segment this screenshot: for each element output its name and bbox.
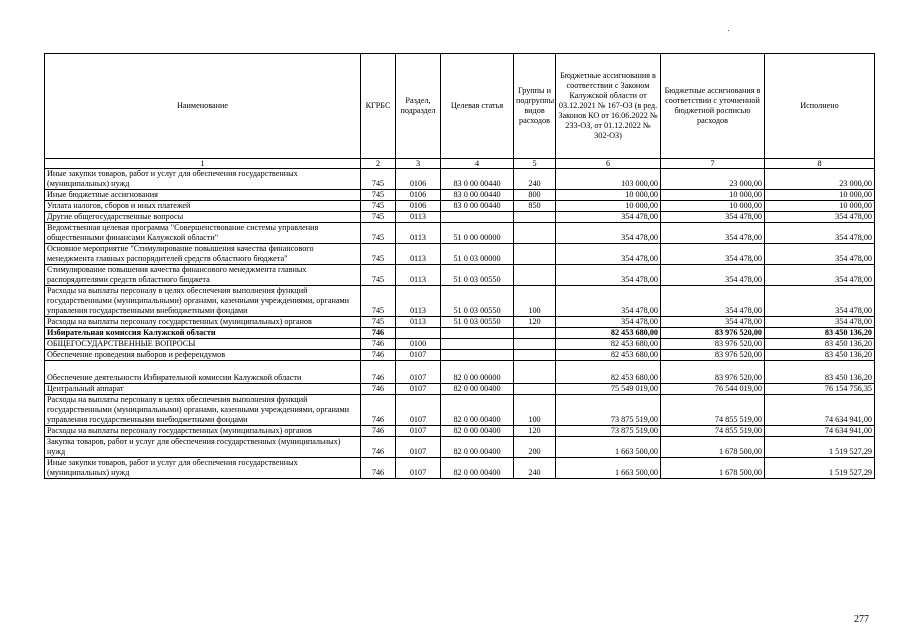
column-number: 2	[361, 159, 396, 169]
row-name: ОБЩЕГОСУДАРСТВЕННЫЕ ВОПРОСЫ	[45, 339, 361, 350]
row-name: Стимулирование повышения качества финансового менеджмента главных распорядителями средств областного бюджета	[45, 265, 361, 286]
row-rospis: 83 976 520,00	[661, 328, 765, 339]
row-kgrbs: 745	[361, 244, 396, 265]
row-name: Расходы на выплаты персоналу в целях обеспечения выполнения функций государственными (муниципальными) органами, казенными учреждениями, органами управления государственными внебюджетными фондами	[45, 286, 361, 317]
row-name: Расходы на выплаты персоналу в целях обеспечения выполнения функций государственными (муниципальными) органами, казенными учреждениями, органами управления государственными внебюджетными фондами	[45, 395, 361, 426]
row-razdel: 0107	[396, 458, 441, 479]
row-name: Иные бюджетные ассигнования	[45, 190, 361, 201]
row-rospis: 354 478,00	[661, 212, 765, 223]
row-plan: 73 875 519,00	[556, 426, 661, 437]
row-plan: 1 663 500,00	[556, 437, 661, 458]
column-numbers-row	[45, 159, 875, 169]
row-razdel: 0113	[396, 317, 441, 328]
row-razdel: 0107	[396, 361, 441, 384]
row-kgrbs: 745	[361, 212, 396, 223]
row-kgrbs: 746	[361, 361, 396, 384]
row-rospis: 354 478,00	[661, 286, 765, 317]
row-ispolneno: 1 519 527,29	[765, 458, 875, 479]
row-statya: 82 0 00 00400	[441, 458, 514, 479]
row-name: Обеспечение проведения выборов и референдумов	[45, 350, 361, 361]
table-row	[45, 286, 875, 317]
row-statya: 82 0 00 00400	[441, 426, 514, 437]
row-vid	[514, 328, 556, 339]
column-number: 5	[514, 159, 556, 169]
row-ispolneno: 1 519 527,29	[765, 437, 875, 458]
row-vid: 850	[514, 201, 556, 212]
row-ispolneno: 354 478,00	[765, 212, 875, 223]
column-number: 8	[765, 159, 875, 169]
row-ispolneno: 83 450 136,20	[765, 328, 875, 339]
row-vid: 100	[514, 395, 556, 426]
row-kgrbs: 746	[361, 458, 396, 479]
header-name: Наименование	[45, 54, 361, 159]
row-vid	[514, 212, 556, 223]
row-statya	[441, 339, 514, 350]
column-number: 3	[396, 159, 441, 169]
header-razdel: Раздел, подраздел	[396, 54, 441, 159]
row-rospis: 74 855 519,00	[661, 395, 765, 426]
row-ispolneno: 74 634 941,00	[765, 395, 875, 426]
table-row	[45, 265, 875, 286]
row-razdel: 0107	[396, 384, 441, 395]
row-statya: 83 0 00 00440	[441, 169, 514, 190]
header-rospis: Бюджетные ассигнования в соответствии с уточненной бюджетной росписью расходов	[661, 54, 765, 159]
row-statya: 51 0 03 00000	[441, 244, 514, 265]
table-row	[45, 244, 875, 265]
row-statya: 83 0 00 00440	[441, 201, 514, 212]
row-plan: 82 453 680,00	[556, 328, 661, 339]
row-statya: 51 0 03 00550	[441, 286, 514, 317]
row-kgrbs: 745	[361, 223, 396, 244]
table-row	[45, 384, 875, 395]
row-vid: 240	[514, 458, 556, 479]
header-plan: Бюджетные ассигнования в соответствии с Законом Калужской области от 03.12.2021 № 167-ОЗ (в ред. Законов КО от 16.06.2022 № 233-ОЗ, от 01.12.2022 № 302-ОЗ)	[556, 54, 661, 159]
row-kgrbs: 746	[361, 426, 396, 437]
row-statya: 51 0 03 00550	[441, 265, 514, 286]
table-row	[45, 201, 875, 212]
column-number: 1	[45, 159, 361, 169]
header-row	[45, 54, 875, 159]
row-vid	[514, 350, 556, 361]
row-razdel: 0113	[396, 265, 441, 286]
row-statya: 82 0 00 00400	[441, 384, 514, 395]
row-rospis: 83 976 520,00	[661, 350, 765, 361]
row-rospis: 354 478,00	[661, 244, 765, 265]
row-kgrbs: 745	[361, 317, 396, 328]
row-kgrbs: 746	[361, 384, 396, 395]
row-razdel: 0113	[396, 212, 441, 223]
row-razdel: 0107	[396, 395, 441, 426]
row-vid: 100	[514, 286, 556, 317]
row-vid: 240	[514, 169, 556, 190]
row-name: Центральный аппарат	[45, 384, 361, 395]
row-rospis: 76 544 019,00	[661, 384, 765, 395]
row-kgrbs: 745	[361, 286, 396, 317]
row-rospis: 354 478,00	[661, 223, 765, 244]
row-plan: 82 453 680,00	[556, 361, 661, 384]
row-statya: 82 0 00 00400	[441, 437, 514, 458]
row-ispolneno: 23 000,00	[765, 169, 875, 190]
row-statya: 51 0 00 00000	[441, 223, 514, 244]
row-rospis: 1 678 500,00	[661, 458, 765, 479]
table-row	[45, 169, 875, 190]
table-row	[45, 458, 875, 479]
row-vid: 200	[514, 437, 556, 458]
table-body	[45, 169, 875, 479]
row-vid: 120	[514, 317, 556, 328]
row-razdel: 0107	[396, 426, 441, 437]
row-vid	[514, 265, 556, 286]
row-rospis: 23 000,00	[661, 169, 765, 190]
row-statya	[441, 328, 514, 339]
row-ispolneno: 76 154 756,35	[765, 384, 875, 395]
row-name: Уплата налогов, сборов и иных платежей	[45, 201, 361, 212]
row-ispolneno: 354 478,00	[765, 265, 875, 286]
row-ispolneno: 83 450 136,20	[765, 350, 875, 361]
table-row	[45, 223, 875, 244]
table-row	[45, 328, 875, 339]
row-ispolneno: 83 450 136,20	[765, 361, 875, 384]
row-razdel	[396, 328, 441, 339]
row-rospis: 10 000,00	[661, 190, 765, 201]
row-ispolneno: 10 000,00	[765, 190, 875, 201]
row-rospis: 74 855 519,00	[661, 426, 765, 437]
budget-table	[44, 53, 875, 479]
row-ispolneno: 354 478,00	[765, 223, 875, 244]
row-vid	[514, 384, 556, 395]
row-rospis: 1 678 500,00	[661, 437, 765, 458]
row-plan: 82 453 680,00	[556, 350, 661, 361]
table-row	[45, 426, 875, 437]
row-vid	[514, 361, 556, 384]
row-razdel: 0106	[396, 190, 441, 201]
row-statya: 82 0 00 00000	[441, 361, 514, 384]
row-razdel: 0113	[396, 286, 441, 317]
row-rospis: 83 976 520,00	[661, 361, 765, 384]
row-plan: 354 478,00	[556, 317, 661, 328]
column-number: 7	[661, 159, 765, 169]
row-kgrbs: 746	[361, 437, 396, 458]
table-row	[45, 190, 875, 201]
row-name: Другие общегосударственные вопросы	[45, 212, 361, 223]
row-vid: 120	[514, 426, 556, 437]
row-statya: 83 0 00 00440	[441, 190, 514, 201]
row-name: Расходы на выплаты персоналу государственных (муниципальных) органов	[45, 426, 361, 437]
row-name: Ведомственная целевая программа "Совершенствование системы управления общественными финансами Калужской области"	[45, 223, 361, 244]
row-plan: 103 000,00	[556, 169, 661, 190]
row-rospis: 354 478,00	[661, 317, 765, 328]
row-name: Избирательная комиссия Калужской области	[45, 328, 361, 339]
row-name: Расходы на выплаты персоналу государственных (муниципальных) органов	[45, 317, 361, 328]
row-plan: 10 000,00	[556, 190, 661, 201]
table-row	[45, 317, 875, 328]
row-razdel: 0113	[396, 223, 441, 244]
row-name: Закупка товаров, работ и услуг для обеспечения государственных (муниципальных) нужд	[45, 437, 361, 458]
row-plan: 73 875 519,00	[556, 395, 661, 426]
row-vid: 800	[514, 190, 556, 201]
row-kgrbs: 745	[361, 169, 396, 190]
header-statya: Целевая статья	[441, 54, 514, 159]
row-rospis: 354 478,00	[661, 265, 765, 286]
table-row	[45, 361, 875, 384]
row-ispolneno: 10 000,00	[765, 201, 875, 212]
row-vid	[514, 223, 556, 244]
table-row	[45, 437, 875, 458]
row-plan: 1 663 500,00	[556, 458, 661, 479]
row-plan: 354 478,00	[556, 286, 661, 317]
row-name: Иные закупки товаров, работ и услуг для обеспечения государственных (муниципальных) нужд	[45, 169, 361, 190]
row-vid	[514, 339, 556, 350]
table-row	[45, 339, 875, 350]
row-statya	[441, 350, 514, 361]
row-ispolneno: 354 478,00	[765, 317, 875, 328]
row-razdel: 0107	[396, 437, 441, 458]
row-kgrbs: 746	[361, 328, 396, 339]
column-number: 4	[441, 159, 514, 169]
row-rospis: 10 000,00	[661, 201, 765, 212]
row-kgrbs: 745	[361, 190, 396, 201]
row-ispolneno: 83 450 136,20	[765, 339, 875, 350]
header-kgrbs: КГРБС	[361, 54, 396, 159]
row-razdel: 0106	[396, 201, 441, 212]
table-row	[45, 350, 875, 361]
row-name: Основное мероприятие "Стимулирование повышения качества финансового менеджмента главных распорядителей средств областного бюджета"	[45, 244, 361, 265]
row-rospis: 83 976 520,00	[661, 339, 765, 350]
row-kgrbs: 746	[361, 395, 396, 426]
row-name: Иные закупки товаров, работ и услуг для обеспечения государственных (муниципальных) нужд	[45, 458, 361, 479]
table-row	[45, 212, 875, 223]
row-plan: 354 478,00	[556, 212, 661, 223]
row-plan: 354 478,00	[556, 223, 661, 244]
row-kgrbs: 746	[361, 339, 396, 350]
row-vid	[514, 244, 556, 265]
row-plan: 82 453 680,00	[556, 339, 661, 350]
row-statya: 51 0 03 00550	[441, 317, 514, 328]
row-razdel: 0106	[396, 169, 441, 190]
row-name: Обеспечение деятельности Избирательной комиссии Калужской области	[45, 361, 361, 384]
row-ispolneno: 74 634 941,00	[765, 426, 875, 437]
row-ispolneno: 354 478,00	[765, 244, 875, 265]
row-kgrbs: 746	[361, 350, 396, 361]
row-ispolneno: 354 478,00	[765, 286, 875, 317]
row-razdel: 0100	[396, 339, 441, 350]
row-razdel: 0107	[396, 350, 441, 361]
row-plan: 75 549 019,00	[556, 384, 661, 395]
row-kgrbs: 745	[361, 265, 396, 286]
row-plan: 354 478,00	[556, 244, 661, 265]
row-kgrbs: 745	[361, 201, 396, 212]
header-vid: Группы и подгруппы видов расходов	[514, 54, 556, 159]
header-ispolneno: Исполнено	[765, 54, 875, 159]
scan-speck	[728, 30, 729, 31]
column-number: 6	[556, 159, 661, 169]
row-razdel: 0113	[396, 244, 441, 265]
row-plan: 10 000,00	[556, 201, 661, 212]
row-statya: 82 0 00 00400	[441, 395, 514, 426]
page-number: 277	[854, 614, 869, 625]
table-row	[45, 395, 875, 426]
row-statya	[441, 212, 514, 223]
row-plan: 354 478,00	[556, 265, 661, 286]
